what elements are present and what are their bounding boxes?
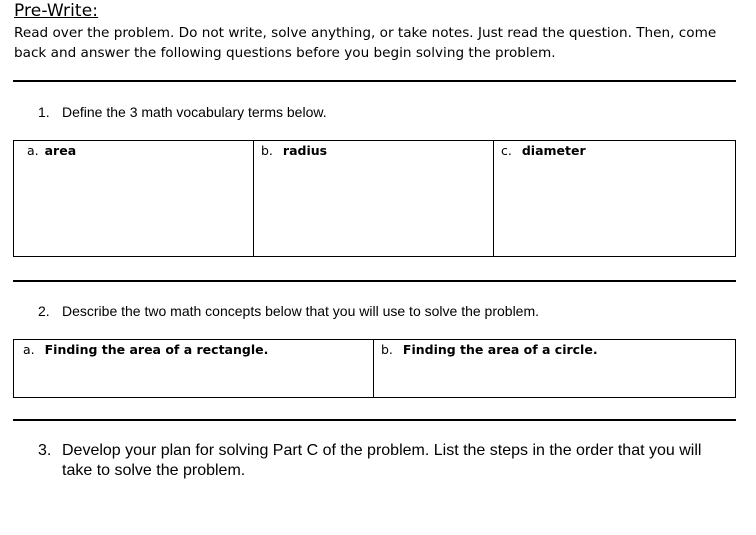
instructions-text: Read over the problem. Do not write, solve anything, or take notes. Just read the question. Then, come back and answer the following questions before you begin solving the problem. [14, 25, 717, 61]
cell-term: area [44, 143, 77, 158]
cell-term: radius [282, 143, 328, 158]
cell-letter: b. [381, 342, 393, 357]
question-text: Develop your plan for solving Part C of the problem. List the steps in the order that you will take to solve the problem. [62, 442, 702, 479]
cell-term: diameter [521, 143, 586, 158]
cell-term: Finding the area of a rectangle. [44, 342, 269, 357]
question-text: Define the 3 math vocabulary terms below. [62, 104, 327, 120]
cell-letter: a. [23, 342, 35, 357]
question-number: 1. [38, 104, 50, 120]
cell-term: Finding the area of a circle. [402, 342, 598, 357]
question-number: 3. [38, 442, 52, 459]
divider [13, 80, 736, 82]
vocabulary-cell-radius[interactable] [254, 141, 494, 257]
page-title: Pre-Write: [14, 1, 99, 21]
vocabulary-table [13, 140, 736, 257]
divider [13, 419, 736, 421]
concept-cell-rectangle[interactable] [14, 340, 374, 398]
vocabulary-cell-area[interactable] [14, 141, 254, 257]
vocabulary-cell-diameter[interactable] [494, 141, 736, 257]
question-1 [38, 104, 327, 120]
cell-letter: c. [501, 143, 512, 158]
question-number: 2. [38, 303, 50, 319]
question-text: Describe the two math concepts below that you will use to solve the problem. [62, 303, 540, 319]
cell-letter: a. [27, 143, 39, 158]
divider [13, 280, 736, 282]
cell-letter: b. [261, 143, 273, 158]
concept-cell-circle[interactable] [374, 340, 736, 398]
question-3 [38, 441, 728, 481]
concepts-table [13, 339, 736, 398]
question-2 [38, 303, 539, 319]
